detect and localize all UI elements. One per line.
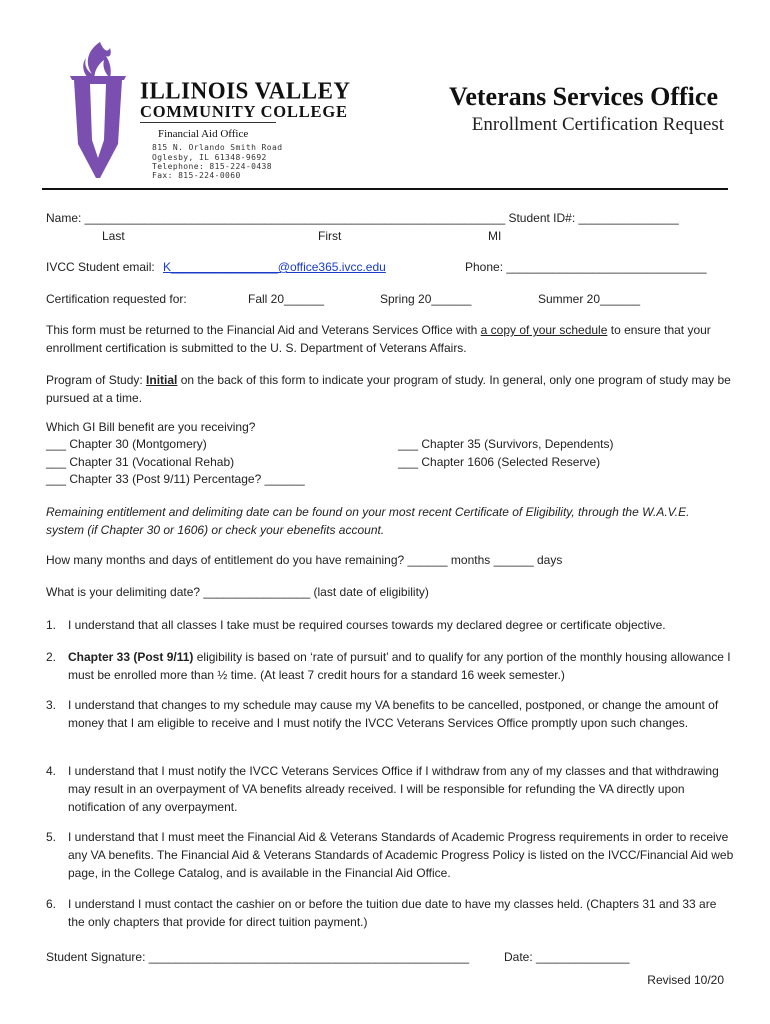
program-note-text: on the back of this form to indicate your program of study. In general, only one program of study may be pursued at a time.: [46, 373, 731, 405]
revision-note: Revised 10/20: [647, 973, 724, 987]
office-name: Financial Aid Office: [158, 128, 249, 140]
statement-item: [46, 762, 736, 816]
entitlement-note: Remaining entitlement and delimiting date can be found on your most recent Certificate of Eligibility, through the W.A.V.E. system (if Chapter 30 or 1606) or check your ebenefits account.: [46, 505, 690, 537]
statement-number: 6.: [46, 897, 57, 911]
email-field[interactable]: K________________@office365.ivcc.edu: [163, 260, 386, 274]
statement-text: I understand that changes to my schedule may cause my VA benefits to be cancelled, postponed, or change the amount of money that I am eligible to receive and I must notify the IVCC Veterans Services Office promptly upon such changes.: [68, 698, 719, 730]
statement-text: [68, 648, 736, 684]
email-label: IVCC Student email:: [46, 260, 155, 274]
fax-line: Fax: 815-224-0060: [152, 171, 241, 180]
statement-number: 2.: [46, 650, 57, 664]
college-name-line2: COMMUNITY COLLEGE: [140, 102, 348, 121]
gi-bill-question: Which GI Bill benefit are you receiving?: [46, 420, 256, 434]
summer-term-field[interactable]: Summer 20______: [538, 292, 641, 306]
fall-term-field[interactable]: Fall 20______: [248, 292, 325, 306]
chapter-33-emphasis: Chapter 33 (Post 9/11): [68, 650, 194, 664]
college-name-line1: ILLINOIS VALLEY: [140, 77, 351, 104]
college-torch-logo: [66, 40, 130, 180]
date-field[interactable]: Date: ______________: [504, 950, 630, 964]
program-label: Program of Study:: [46, 373, 147, 387]
delimiting-date-field[interactable]: What is your delimiting date? ________________ (last date of eligibility): [46, 585, 429, 599]
chapter-35-option[interactable]: ___ Chapter 35 (Survivors, Dependents): [398, 437, 614, 451]
phone-field-line[interactable]: Phone: ______________________________: [465, 260, 707, 274]
address-line: 815 N. Orlando Smith Road: [152, 143, 283, 152]
entitlement-remaining-field[interactable]: How many months and days of entitlement do you have remaining? ______ months ______ days: [46, 553, 563, 567]
address-line: Oglesby, IL 61348-9692: [152, 153, 267, 162]
page-subtitle: Enrollment Certification Request: [471, 114, 724, 135]
statement-number: 4.: [46, 764, 57, 778]
page-title: Veterans Services Office: [448, 82, 718, 111]
schedule-copy-text: a copy of your schedule: [480, 323, 608, 337]
return-instructions-text-end: to ensure that your enrollment certification is submitted to the U. S. Department of Veterans Affairs.: [46, 323, 711, 355]
name-id-field-line[interactable]: Name: _______________________________________________________________ Student ID#: _______________: [46, 211, 679, 225]
statement-item: [46, 828, 736, 882]
statement-number: 1.: [46, 618, 57, 632]
chapter-31-option[interactable]: ___ Chapter 31 (Vocational Rehab): [46, 455, 235, 469]
spring-term-field[interactable]: Spring 20______: [380, 292, 472, 306]
last-name-label: Last: [102, 229, 125, 243]
logo-divider: [140, 122, 276, 123]
chapter-33-option[interactable]: ___ Chapter 33 (Post 9/11) Percentage? ______: [46, 472, 305, 486]
statement-item: [46, 696, 736, 732]
statement-number: 5.: [46, 830, 57, 844]
telephone-line: Telephone: 815-224-0438: [152, 162, 272, 171]
statement-item: [46, 895, 736, 931]
statement-item: [46, 648, 736, 684]
certification-label: Certification requested for:: [46, 292, 187, 306]
program-of-study-note: [46, 371, 736, 407]
statement-text: I understand that I must notify the IVCC Veterans Services Office if I withdraw from any of my classes and that withdrawing may result in an overpayment of VA benefits already received. I will be responsible for refunding the VA directly upon notification of any overpayment.: [68, 764, 719, 814]
statement-item: [46, 616, 736, 634]
statement-text: I understand I must contact the cashier on or before the tuition due date to have my classes held. (Chapters 31 and 33 are the only chapters that provide for direct tuition payment.): [68, 897, 717, 929]
chapter-1606-option[interactable]: ___ Chapter 1606 (Selected Reserve): [398, 455, 601, 469]
return-instructions: [46, 321, 736, 357]
header-divider: [42, 188, 728, 190]
middle-initial-label: MI: [488, 229, 502, 243]
first-name-label: First: [318, 229, 342, 243]
chapter-30-option[interactable]: ___ Chapter 30 (Montgomery): [46, 437, 207, 451]
return-instructions-text: This form must be returned to the Financial Aid and Veterans Services Office with: [46, 323, 481, 337]
statement-number: 3.: [46, 698, 57, 712]
statement-text: I understand that all classes I take must be required courses towards my declared degree or certificate objective.: [68, 618, 666, 632]
initial-emphasis: Initial: [146, 373, 178, 387]
signature-field[interactable]: Student Signature: ________________________________________________: [46, 950, 470, 964]
statement-text-rest: eligibility is based on ‘rate of pursuit’ and to qualify for any portion of the monthly housing allowance I must be enrolled more than ½ time. (At least 7 credit hours for a standard 16 week semester.): [68, 650, 731, 682]
statement-text: I understand that I must meet the Financial Aid & Veterans Standards of Academic Progress requirements in order to receive any VA benefits. The Financial Aid & Veterans Standards of Academic Progress Policy is listed on the IVCC/Financial Aid web page, in the College Catalog, and is available in the Financial Aid Office.: [68, 830, 734, 880]
